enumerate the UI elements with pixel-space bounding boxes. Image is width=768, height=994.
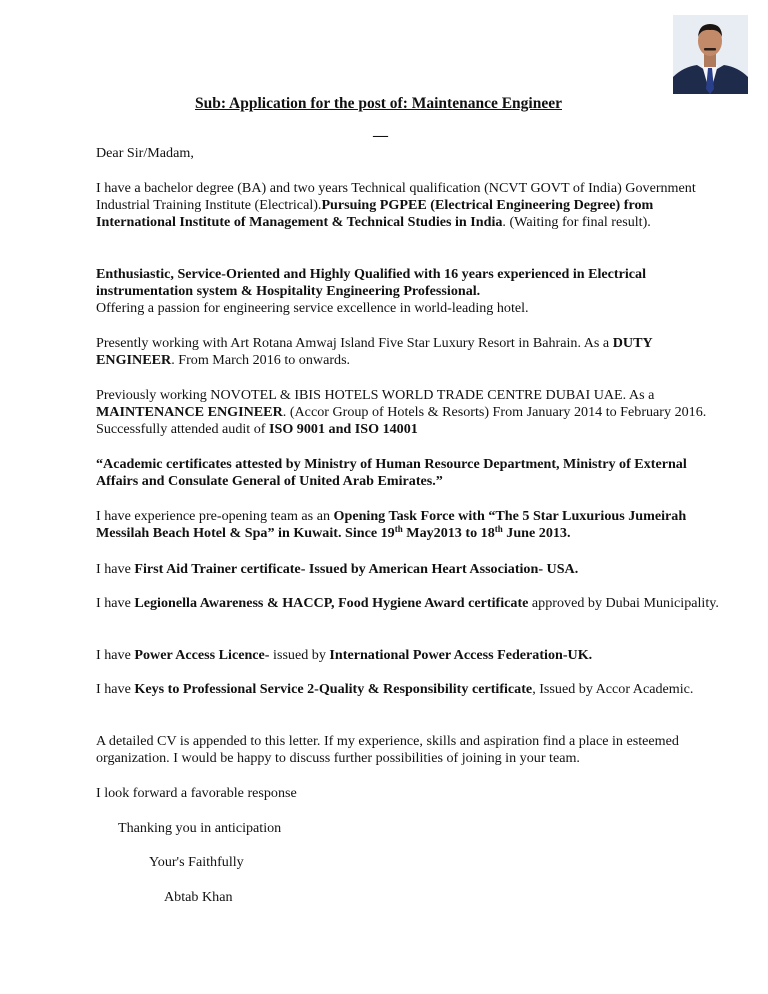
applicant-photo xyxy=(673,15,748,94)
closing-thanks: Thanking you in anticipation xyxy=(118,820,282,836)
paragraph-first-aid: I have First Aid Trainer certificate- Issued by American Heart Association- USA. xyxy=(96,561,579,577)
paragraph-response: I look forward a favorable response xyxy=(96,785,297,801)
paragraph-service-certificate: I have Keys to Professional Service 2-Quality & Responsibility certificate, Issued by Accor Academic. xyxy=(96,681,694,697)
subject-underline: __ xyxy=(373,123,388,139)
paragraph-present-job: Presently working with Art Rotana Amwaj Island Five Star Luxury Resort in Bahrain. As a DUTY ENGINEER. From March 2016 to onwards. xyxy=(96,335,653,368)
signature-name: Abtab Khan xyxy=(164,889,233,905)
paragraph-profile: Enthusiastic, Service-Oriented and Highly Qualified with 16 years experienced in Electrical instrumentation system & Hospitality Engineering Professional. Offering a passion for engineering service excellence in world-leading hotel. xyxy=(96,266,647,316)
paragraph-qualification: I have a bachelor degree (BA) and two years Technical qualification (NCVT GOVT of India) Government Industrial Training Institute (Electrical).Pursuing PGPEE (Electrical Engineering Degree) from International Institute of Management & Technical Studies in India. (Waiting for final result). xyxy=(96,180,696,230)
subject-line: Sub: Application for the post of: Maintenance Engineer xyxy=(195,95,562,112)
salutation: Dear Sir/Madam, xyxy=(96,145,194,161)
paragraph-cv: A detailed CV is appended to this letter. If my experience, skills and aspiration find a place in esteemed organization. I would be happy to discuss further possibilities of joining in your team. xyxy=(96,733,679,766)
paragraph-pre-opening: I have experience pre-opening team as an Opening Task Force with “The 5 Star Luxurious Jumeirah Messilah Beach Hotel & Spa” in Kuwait. Since 19th May2013 to 18th June 2013. xyxy=(96,508,687,541)
paragraph-previous-job: Previously working NOVOTEL & IBIS HOTELS WORLD TRADE CENTRE DUBAI UAE. As a MAINTENANCE ENGINEER. (Accor Group of Hotels & Resorts) From January 2014 to February 2016. Successfully attended audit of ISO 9001 and ISO 14001 xyxy=(96,387,707,437)
paragraph-power-access: I have Power Access Licence- issued by International Power Access Federation-UK. xyxy=(96,647,593,663)
paragraph-attestation: “Academic certificates attested by Ministry of Human Resource Department, Ministry of External Affairs and Consulate General of United Arab Emirates.” xyxy=(96,456,687,489)
paragraph-food-hygiene: I have Legionella Awareness & HACCP, Food Hygiene Award certificate approved by Dubai Municipality. xyxy=(96,595,719,611)
closing-faithfully: Your's Faithfully xyxy=(149,854,244,870)
